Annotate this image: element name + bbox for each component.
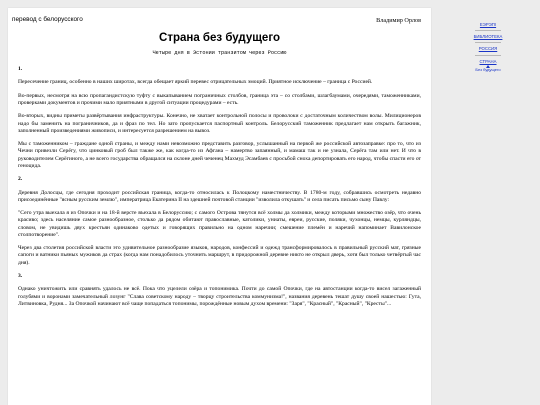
section-number: 3. (18, 272, 23, 279)
page-subtitle: Четыре дня в Эстонии транзитом через Россию (152, 50, 287, 56)
section-number: 2. (18, 176, 23, 183)
divider (475, 42, 501, 43)
nav-link-russia[interactable]: РОССИЯ (478, 46, 498, 52)
paragraph: "Сего утра выехала я из Опочки и на 18-й версте въехала в Белоруссию; с самого Острова тянутся всё холмы да холмики, между которыми множество озёр, что очень красиво; здесь населяние самое разнообразное, столько да рядом обитают православные, католики, униаты, евреи, русские, поляки, чухонцы, немцы, курляндцы, словом, не увидишь двух крестьян одинаково одетых и говорящих правильно на одном наречии; смешение племён и наречий напоминает Вавилонское столпотворение". (18, 210, 421, 238)
translation-link[interactable]: перевод с белорусского (12, 16, 83, 23)
article-body (18, 66, 421, 314)
article-page (8, 8, 431, 405)
paragraph: Мы с таможенником – граждане одной страны, и между нами невозможно представить разговор, услышанный на первой же российской автозаправке: про то, что из Чечни привезли Серёгу, что цинковый гроб был также же, как когда-то из Афгана – намертво запаянный, и мамаш так и не узнала, Серёга там или нет. И что в руководителем Серёгиного, а не всего государства обращался на склоне дней чеченец Махмуд Эсамбаев с просьбой сноха депортировать его народ, чтобы спасти его от геноцида. (18, 141, 421, 169)
divider (475, 30, 501, 31)
nav-link-home[interactable]: ЕЭРЭПІ (479, 22, 497, 27)
current-page-label: Без будущего (475, 66, 501, 72)
paragraph: Через два столетия российской власти это удивительное разнообразие языков, народов, конфессий и одежд трансформировалось в правильный русский мат, грязные сапоги и ватники пьяных мужиков да страх (когда нам понадобилось уточнить маршрут, в придорожной деревне никто не открыл дверь, хотя был только четвёртый час дня). (18, 245, 421, 266)
sidebar (436, 8, 540, 405)
section-number: 1. (18, 66, 23, 72)
breadcrumb-nav (436, 22, 540, 72)
divider (475, 55, 501, 56)
paragraph: Деревня Долосцы, где сегодня проходит российская граница, когда-то относилась к Полоцкому наместничеству. В 1780-м году, собравшись осмотреть недавно присоединённые "ясным русским землю", императрица Екатерина II на здешней почтовой станции "изволила откушать" и села писать письмо сыну Павлу: (18, 189, 421, 203)
paragraph: Однако уничтожить или сравнять удалось не всё. Пока что уцелели озёра и топонимика. Почти до самой Опочки, где на автостанции когда-то висел загаженный голубями и воронами замечательный лозунг "Слава советскому народу – творцу строительства коммунизма!", названия деревень тешат душу своей нашестью: Гута, Литвиновка, Рудня... За Опочкой начинают всё чаще попадаться топонимы, порождённые новым духом времени: "Заря", "Красный", "Красный", "Кресты"... (18, 286, 421, 307)
paragraph: Во-вторых, видны приметы развёртывания инфраструктуры. Конечно, не хватает контрольной полосы и проволоки с достаточным количеством волы. Милиционеров надо бы заменить на пограничников, да и фраз по тел. Но зато пропускается паспортный контроль. Белорусский таможенник предлагает нам открыть багажник, заполненный произведениями живописи, и интересуется разрешением на вывоз. (18, 113, 421, 134)
nav-link-library[interactable]: БИБЛИОТЕКА (473, 34, 503, 40)
paragraph: Во-первых, несмотря на всю пропагандистскую туфту с выкапыванием пограничных столбов, граница эта – со столбами, шлагбаумами, очередями, таможенниками, проверками документов и прочими мало приятными в другой ситуации процедурами – есть. (18, 92, 421, 106)
paragraph: Пересечение границ, особенно в наших широтах, всегда обещает яркий перевес отрицательных эмоций. Приятное исключение – граница с Россией. (18, 79, 373, 86)
page-title: Страна без будущего (159, 32, 280, 44)
author-name: Владимир Орлов (376, 17, 421, 24)
nav-link-country[interactable]: СТРАНА (479, 58, 497, 64)
